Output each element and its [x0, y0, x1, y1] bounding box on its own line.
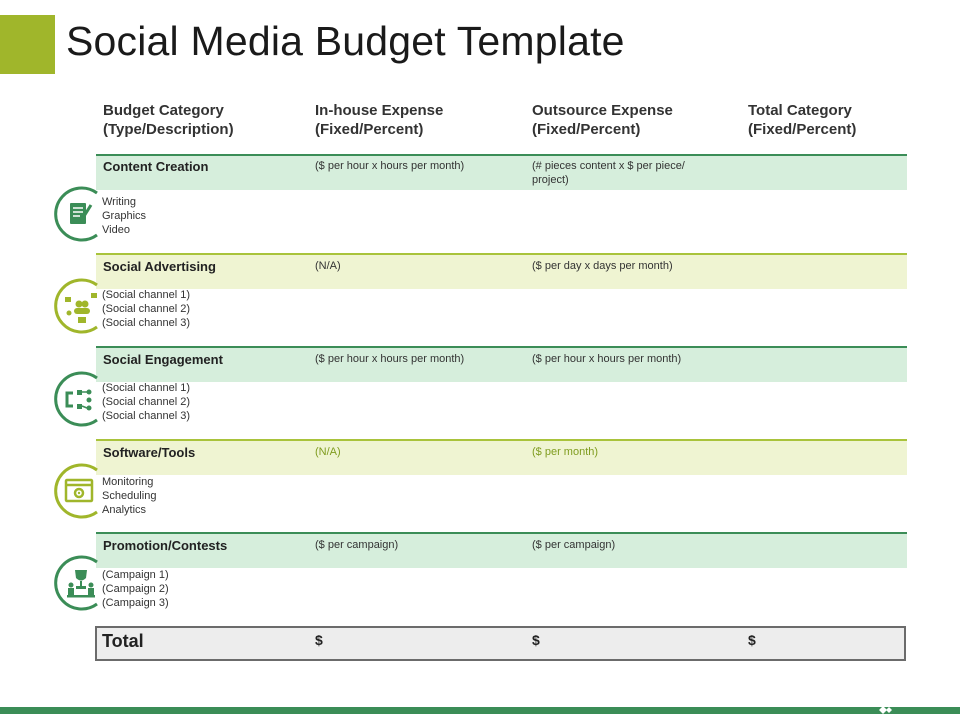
- list-item: (Campaign 2): [102, 583, 169, 595]
- column-header-line2: (Fixed/Percent): [748, 121, 857, 138]
- column-header-line1: Total Category: [748, 102, 852, 119]
- list-item: Analytics: [102, 504, 147, 516]
- column-header-outsource: [532, 101, 673, 139]
- total-inhouse-cell: $: [315, 632, 323, 648]
- outsource-cell-line1: (# pieces content x $ per piece/: [532, 160, 685, 172]
- category-band-software-tools: [96, 439, 907, 475]
- category-name: Social Engagement: [103, 352, 223, 367]
- title-accent-square: [0, 15, 55, 74]
- category-name: Content Creation: [103, 159, 209, 174]
- category-name: Promotion/Contests: [103, 538, 228, 553]
- column-header-line2: (Fixed/Percent): [532, 121, 641, 138]
- inhouse-cell: ($ per hour x hours per month): [315, 353, 465, 365]
- software-window-icon: [53, 462, 111, 520]
- list-item: (Social channel 1): [102, 289, 191, 301]
- category-band-social-advertising: [96, 253, 907, 289]
- list-item: Monitoring: [102, 476, 154, 488]
- category-name: Social Advertising: [103, 259, 216, 274]
- inhouse-cell: ($ per hour x hours per month): [315, 160, 465, 172]
- column-header-total-category: [748, 101, 856, 139]
- column-header-line2: (Type/Description): [103, 121, 234, 138]
- list-item: (Social channel 3): [102, 410, 191, 422]
- category-items: [102, 568, 169, 610]
- list-item: (Social channel 1): [102, 382, 191, 394]
- trophy-icon: [53, 554, 111, 612]
- list-item: (Social channel 3): [102, 317, 191, 329]
- list-item: (Social channel 2): [102, 303, 191, 315]
- outsource-cell: ($ per month): [532, 446, 599, 458]
- list-item: Video: [102, 224, 130, 236]
- footer-bar: [0, 707, 960, 714]
- social-network-icon: [53, 277, 111, 335]
- category-items: [102, 288, 190, 330]
- outsource-cell-line2: project): [532, 174, 569, 186]
- page-title: Social Media Budget Template: [66, 18, 625, 64]
- engagement-flow-icon: [53, 370, 111, 428]
- list-item: Writing: [102, 196, 137, 208]
- column-header-line1: In-house Expense: [315, 102, 444, 119]
- category-name: Software/Tools: [103, 445, 196, 460]
- list-item: Graphics: [102, 210, 147, 222]
- inhouse-cell: (N/A): [315, 260, 341, 272]
- column-header-line1: Budget Category: [103, 102, 224, 119]
- column-header-inhouse: [315, 101, 443, 139]
- total-label: Total: [102, 631, 144, 651]
- list-item: (Social channel 2): [102, 396, 191, 408]
- total-row: [95, 626, 906, 661]
- footer-diamond-icon: [874, 703, 896, 717]
- content-edit-icon: [53, 185, 111, 243]
- inhouse-cell: (N/A): [315, 446, 341, 458]
- total-outsource-cell: $: [532, 632, 540, 648]
- outsource-cell: ($ per campaign): [532, 539, 616, 551]
- list-item: (Campaign 1): [102, 569, 169, 581]
- list-item: (Campaign 3): [102, 597, 169, 609]
- column-header-line1: Outsource Expense: [532, 102, 673, 119]
- outsource-cell: ($ per hour x hours per month): [532, 353, 682, 365]
- total-category-cell: $: [748, 632, 756, 648]
- column-header-line2: (Fixed/Percent): [315, 121, 424, 138]
- category-band-content-creation: [96, 154, 907, 190]
- list-item: Scheduling: [102, 490, 157, 502]
- column-header-budget-category: [103, 101, 234, 139]
- inhouse-cell: ($ per campaign): [315, 539, 399, 551]
- category-items: [102, 381, 190, 423]
- outsource-cell: ($ per day x days per month): [532, 260, 673, 272]
